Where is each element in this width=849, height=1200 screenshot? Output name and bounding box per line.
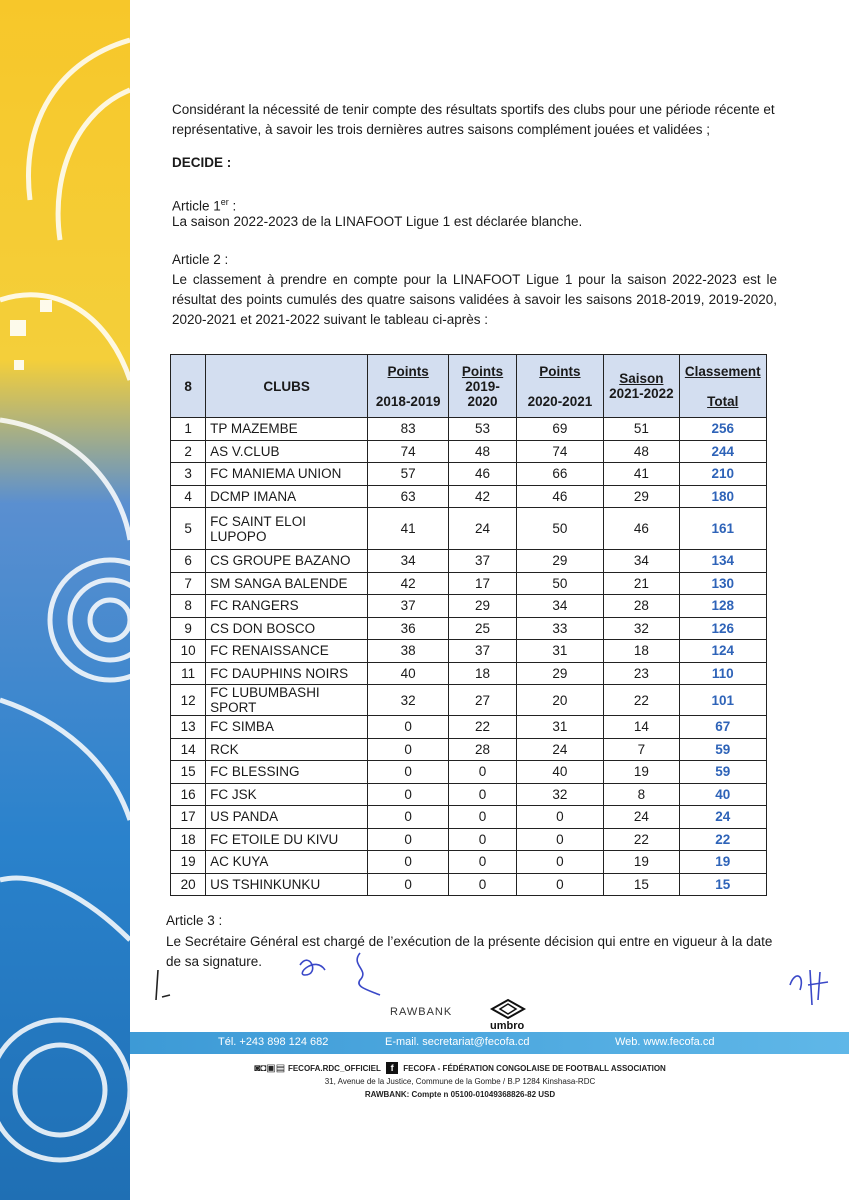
row-club: FC MANIEMA UNION — [206, 463, 368, 486]
row-points-2021-2022: 41 — [604, 463, 679, 486]
table-row — [171, 463, 767, 486]
row-club: TP MAZEMBE — [206, 418, 368, 441]
row-points-2019-2020: 48 — [449, 440, 516, 463]
address-line: 31, Avenue de la Justice, Commune de la Gombe / B.P 1284 Kinshasa-RDC — [324, 1077, 596, 1086]
row-club: AC KUYA — [206, 851, 368, 874]
table-row — [171, 640, 767, 663]
row-rank: 12 — [171, 685, 206, 716]
row-club: FC ETOILE DU KIVU — [206, 828, 368, 851]
row-total: 59 — [679, 738, 766, 761]
table-header-row — [171, 355, 767, 418]
row-points-2019-2020: 27 — [449, 685, 516, 716]
article-2-title: Article 2 : — [172, 252, 229, 267]
row-club: FC SIMBA — [206, 716, 368, 739]
row-points-2020-2021: 66 — [516, 463, 603, 486]
table-row — [171, 485, 767, 508]
table-row — [171, 550, 767, 573]
row-points-2018-2019: 36 — [367, 617, 448, 640]
row-total: 101 — [679, 685, 766, 716]
row-points-2020-2021: 40 — [516, 761, 603, 784]
row-club: SM SANGA BALENDE — [206, 572, 368, 595]
table-row — [171, 738, 767, 761]
row-points-2018-2019: 0 — [367, 873, 448, 896]
row-points-2021-2022: 7 — [604, 738, 679, 761]
row-total: 130 — [679, 572, 766, 595]
row-points-2020-2021: 29 — [516, 662, 603, 685]
row-total: 126 — [679, 617, 766, 640]
header-points-2020-2021: Points 2020-2021 — [516, 355, 603, 418]
row-points-2021-2022: 48 — [604, 440, 679, 463]
row-club: CS DON BOSCO — [206, 617, 368, 640]
row-total: 24 — [679, 806, 766, 829]
header-ranking-total: Classement Total — [679, 355, 766, 418]
row-points-2019-2020: 0 — [449, 806, 516, 829]
row-points-2020-2021: 24 — [516, 738, 603, 761]
row-points-2020-2021: 32 — [516, 783, 603, 806]
contact-phone: Tél. +243 898 124 682 — [218, 1036, 329, 1048]
row-points-2020-2021: 33 — [516, 617, 603, 640]
row-points-2020-2021: 46 — [516, 485, 603, 508]
row-points-2020-2021: 74 — [516, 440, 603, 463]
contact-bar — [130, 1032, 849, 1054]
row-rank: 11 — [171, 662, 206, 685]
row-club: US PANDA — [206, 806, 368, 829]
row-points-2018-2019: 0 — [367, 761, 448, 784]
row-points-2020-2021: 34 — [516, 595, 603, 618]
handwritten-mark-left — [150, 965, 180, 1005]
table-row — [171, 761, 767, 784]
row-points-2020-2021: 20 — [516, 685, 603, 716]
row-points-2018-2019: 0 — [367, 828, 448, 851]
table-row — [171, 508, 767, 550]
contact-email[interactable]: E-mail. secretariat@fecofa.cd — [385, 1036, 530, 1048]
table-row — [171, 716, 767, 739]
row-points-2021-2022: 51 — [604, 418, 679, 441]
table-row — [171, 783, 767, 806]
row-points-2021-2022: 22 — [604, 828, 679, 851]
row-points-2019-2020: 46 — [449, 463, 516, 486]
row-points-2021-2022: 22 — [604, 685, 679, 716]
row-total: 59 — [679, 761, 766, 784]
row-points-2019-2020: 0 — [449, 783, 516, 806]
row-club: US TSHINKUNKU — [206, 873, 368, 896]
social-line — [230, 1062, 690, 1075]
umbro-logo: umbro — [490, 1020, 525, 1032]
row-rank: 16 — [171, 783, 206, 806]
row-total: 128 — [679, 595, 766, 618]
row-rank: 18 — [171, 828, 206, 851]
row-club: FC JSK — [206, 783, 368, 806]
row-rank: 15 — [171, 761, 206, 784]
row-total: 40 — [679, 783, 766, 806]
row-total: 256 — [679, 418, 766, 441]
row-points-2019-2020: 53 — [449, 418, 516, 441]
row-points-2020-2021: 0 — [516, 851, 603, 874]
header-number: 8 — [171, 355, 206, 418]
row-points-2021-2022: 34 — [604, 550, 679, 573]
row-total: 19 — [679, 851, 766, 874]
row-points-2018-2019: 0 — [367, 851, 448, 874]
row-rank: 9 — [171, 617, 206, 640]
row-points-2020-2021: 0 — [516, 828, 603, 851]
row-points-2019-2020: 0 — [449, 873, 516, 896]
contact-web[interactable]: Web. www.fecofa.cd — [615, 1036, 715, 1048]
row-rank: 17 — [171, 806, 206, 829]
bank-line: RAWBANK: Compte n 05100-01049368826-82 USD — [364, 1090, 556, 1099]
row-total: 161 — [679, 508, 766, 550]
row-points-2019-2020: 18 — [449, 662, 516, 685]
row-points-2018-2019: 37 — [367, 595, 448, 618]
table-row — [171, 851, 767, 874]
row-points-2018-2019: 57 — [367, 463, 448, 486]
table-row — [171, 828, 767, 851]
row-points-2018-2019: 38 — [367, 640, 448, 663]
table-row — [171, 806, 767, 829]
row-points-2021-2022: 46 — [604, 508, 679, 550]
row-points-2020-2021: 31 — [516, 640, 603, 663]
row-points-2021-2022: 28 — [604, 595, 679, 618]
row-points-2020-2021: 0 — [516, 806, 603, 829]
row-points-2018-2019: 32 — [367, 685, 448, 716]
article-1-body: La saison 2022-2023 de la LINAFOOT Ligue 1 est déclarée blanche. — [172, 214, 583, 229]
header-points-2018-2019: Points 2018-2019 — [367, 355, 448, 418]
article-3-body: Le Secrétaire Général est chargé de l’exécution de la présente décision qui entre en vigueur à la date de sa signature. — [166, 934, 773, 969]
row-club: FC SAINT ELOI LUPOPO — [206, 508, 368, 550]
header-points-2019-2020: Points 2019-2020 — [449, 355, 516, 418]
handwritten-initials-right — [780, 960, 840, 1010]
row-total: 15 — [679, 873, 766, 896]
federation-name: FECOFA - FÉDÉRATION CONGOLAISE DE FOOTBALL ASSOCIATION — [403, 1064, 666, 1073]
row-total: 124 — [679, 640, 766, 663]
table-row — [171, 662, 767, 685]
row-total: 180 — [679, 485, 766, 508]
row-rank: 4 — [171, 485, 206, 508]
row-club: FC RENAISSANCE — [206, 640, 368, 663]
row-points-2020-2021: 29 — [516, 550, 603, 573]
row-points-2020-2021: 0 — [516, 873, 603, 896]
social-handle: FECOFA.RDC_OFFICIEL — [287, 1064, 381, 1073]
ranking-table — [170, 354, 767, 896]
row-club: FC DAUPHINS NOIRS — [206, 662, 368, 685]
table-row — [171, 685, 767, 716]
row-rank: 14 — [171, 738, 206, 761]
handwritten-signature — [290, 945, 400, 1000]
header-clubs: CLUBS — [206, 355, 368, 418]
row-points-2018-2019: 40 — [367, 662, 448, 685]
row-points-2018-2019: 42 — [367, 572, 448, 595]
row-points-2021-2022: 8 — [604, 783, 679, 806]
row-points-2021-2022: 29 — [604, 485, 679, 508]
row-total: 210 — [679, 463, 766, 486]
article-3-title: Article 3 : — [166, 913, 223, 928]
row-points-2019-2020: 0 — [449, 851, 516, 874]
row-total: 244 — [679, 440, 766, 463]
row-points-2021-2022: 24 — [604, 806, 679, 829]
header-season-2021-2022: Saison 2021-2022 — [604, 355, 679, 418]
row-total: 134 — [679, 550, 766, 573]
footer — [230, 1062, 690, 1101]
row-points-2019-2020: 0 — [449, 761, 516, 784]
row-points-2018-2019: 0 — [367, 738, 448, 761]
article-1-title: Article 1er : — [172, 197, 237, 214]
row-points-2020-2021: 50 — [516, 508, 603, 550]
row-points-2021-2022: 14 — [604, 716, 679, 739]
table-row — [171, 595, 767, 618]
row-total: 110 — [679, 662, 766, 685]
row-points-2019-2020: 0 — [449, 828, 516, 851]
row-club: FC LUBUMBASHI SPORT — [206, 685, 368, 716]
row-rank: 20 — [171, 873, 206, 896]
row-rank: 13 — [171, 716, 206, 739]
row-club: FC RANGERS — [206, 595, 368, 618]
row-points-2019-2020: 29 — [449, 595, 516, 618]
table-row — [171, 873, 767, 896]
row-points-2019-2020: 25 — [449, 617, 516, 640]
row-points-2020-2021: 50 — [516, 572, 603, 595]
row-club: FC BLESSING — [206, 761, 368, 784]
row-points-2021-2022: 19 — [604, 851, 679, 874]
row-points-2019-2020: 42 — [449, 485, 516, 508]
row-points-2018-2019: 63 — [367, 485, 448, 508]
row-points-2020-2021: 31 — [516, 716, 603, 739]
row-points-2019-2020: 24 — [449, 508, 516, 550]
decide-heading: DECIDE : — [172, 155, 232, 170]
row-points-2021-2022: 23 — [604, 662, 679, 685]
row-points-2019-2020: 28 — [449, 738, 516, 761]
decorative-side-pattern — [0, 0, 130, 1200]
row-rank: 10 — [171, 640, 206, 663]
row-points-2018-2019: 74 — [367, 440, 448, 463]
row-rank: 19 — [171, 851, 206, 874]
row-points-2021-2022: 19 — [604, 761, 679, 784]
row-club: CS GROUPE BAZANO — [206, 550, 368, 573]
row-club: AS V.CLUB — [206, 440, 368, 463]
row-rank: 8 — [171, 595, 206, 618]
row-points-2018-2019: 0 — [367, 806, 448, 829]
row-points-2021-2022: 32 — [604, 617, 679, 640]
row-rank: 1 — [171, 418, 206, 441]
table-row — [171, 617, 767, 640]
row-points-2018-2019: 0 — [367, 783, 448, 806]
row-points-2021-2022: 15 — [604, 873, 679, 896]
table-row — [171, 440, 767, 463]
row-club: DCMP IMANA — [206, 485, 368, 508]
row-rank: 6 — [171, 550, 206, 573]
umbro-diamond-icon — [488, 998, 528, 1020]
row-points-2018-2019: 41 — [367, 508, 448, 550]
considering-paragraph: Considérant la nécessité de tenir compte des résultats sportifs des clubs pour une période récente et représentative, à savoir les trois dernières autres saisons complément jouées et validées ; — [172, 102, 775, 137]
row-points-2019-2020: 22 — [449, 716, 516, 739]
row-total: 67 — [679, 716, 766, 739]
article-2-body: Le classement à prendre en compte pour la LINAFOOT Ligue 1 pour la saison 2022-2023 est le résultat des points cumulés des quatre saisons validées à savoir les saisons 2018-2019, 2019-2020, 2020-2021 et 2021-2022 suivant le tableau ci-après : — [172, 272, 777, 327]
table-row — [171, 572, 767, 595]
row-points-2020-2021: 69 — [516, 418, 603, 441]
row-rank: 5 — [171, 508, 206, 550]
row-points-2021-2022: 18 — [604, 640, 679, 663]
facebook-icon: f — [386, 1062, 398, 1074]
row-points-2018-2019: 0 — [367, 716, 448, 739]
row-rank: 7 — [171, 572, 206, 595]
row-points-2021-2022: 21 — [604, 572, 679, 595]
row-club: RCK — [206, 738, 368, 761]
row-rank: 3 — [171, 463, 206, 486]
social-icons: ◙◘▣▤ — [254, 1063, 288, 1074]
rawbank-logo: RAWBANK — [390, 1006, 453, 1018]
table-row — [171, 418, 767, 441]
row-points-2019-2020: 37 — [449, 640, 516, 663]
row-points-2018-2019: 34 — [367, 550, 448, 573]
row-points-2019-2020: 17 — [449, 572, 516, 595]
row-points-2019-2020: 37 — [449, 550, 516, 573]
row-total: 22 — [679, 828, 766, 851]
row-points-2018-2019: 83 — [367, 418, 448, 441]
row-rank: 2 — [171, 440, 206, 463]
